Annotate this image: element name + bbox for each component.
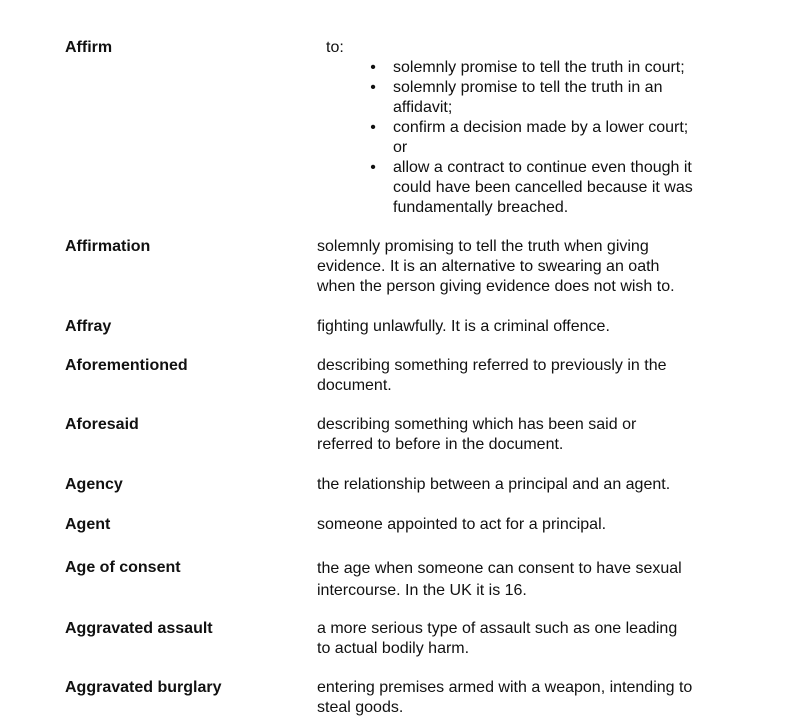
term: Aggravated burglary bbox=[65, 679, 222, 696]
definition-line: the age when someone can consent to have sexual bbox=[317, 560, 682, 577]
definition bbox=[317, 356, 667, 396]
definition bbox=[317, 317, 610, 337]
definition-line: affidavit; bbox=[393, 99, 453, 116]
definition-line: to actual bodily harm. bbox=[317, 640, 470, 657]
bullet-icon: • bbox=[370, 79, 376, 96]
term: Affray bbox=[65, 318, 112, 335]
term: Aforesaid bbox=[65, 416, 139, 433]
definition-intro: to: bbox=[326, 39, 344, 56]
definition bbox=[317, 678, 692, 718]
term: Agency bbox=[65, 476, 123, 493]
definition-line: the relationship between a principal and an agent. bbox=[317, 476, 671, 493]
definition-line: solemnly promise to tell the truth in an bbox=[393, 79, 663, 96]
definition-line: solemnly promise to tell the truth in court; bbox=[393, 59, 685, 76]
definition-line: entering premises armed with a weapon, intending to bbox=[317, 679, 693, 696]
definition-line: describing something referred to previously in the bbox=[317, 357, 667, 374]
definition-line: intercourse. In the UK it is 16. bbox=[317, 582, 527, 599]
definition-line: could have been cancelled because it was bbox=[393, 179, 693, 196]
definition-line: allow a contract to continue even though it bbox=[393, 159, 692, 176]
definition bbox=[317, 558, 682, 602]
definition bbox=[317, 619, 677, 659]
definition-line: someone appointed to act for a principal. bbox=[317, 516, 607, 533]
bullet-icon: • bbox=[370, 119, 376, 136]
definition-line: describing something which has been said or bbox=[317, 416, 637, 433]
list-item bbox=[367, 58, 693, 78]
definition-line: steal goods. bbox=[317, 699, 404, 716]
definition-line: or bbox=[393, 139, 408, 156]
term: Affirm bbox=[65, 39, 113, 56]
definition-line: a more serious type of assault such as one leading bbox=[317, 620, 678, 637]
bullet-icon: • bbox=[370, 59, 376, 76]
definition-bullet-list bbox=[367, 58, 693, 218]
definition-line: fundamentally breached. bbox=[393, 199, 569, 216]
definition bbox=[317, 415, 636, 455]
definition-line: referred to before in the document. bbox=[317, 436, 564, 453]
definition bbox=[317, 237, 675, 297]
list-item bbox=[367, 78, 693, 118]
definition-line: solemnly promising to tell the truth when giving bbox=[317, 238, 649, 255]
definition-line: confirm a decision made by a lower court; bbox=[393, 119, 689, 136]
term: Age of consent bbox=[65, 559, 181, 576]
bullet-icon: • bbox=[370, 159, 376, 176]
definition bbox=[317, 515, 606, 535]
term: Agent bbox=[65, 516, 111, 533]
definition bbox=[317, 475, 670, 495]
list-item bbox=[367, 118, 693, 158]
term: Aforementioned bbox=[65, 357, 188, 374]
definition-line: evidence. It is an alternative to swearing an oath bbox=[317, 258, 660, 275]
term: Aggravated assault bbox=[65, 620, 213, 637]
definition-line: document. bbox=[317, 377, 392, 394]
definition-line: when the person giving evidence does not wish to. bbox=[317, 278, 675, 295]
definition-line: fighting unlawfully. It is a criminal offence. bbox=[317, 318, 610, 335]
term: Affirmation bbox=[65, 238, 151, 255]
list-item bbox=[367, 158, 693, 218]
